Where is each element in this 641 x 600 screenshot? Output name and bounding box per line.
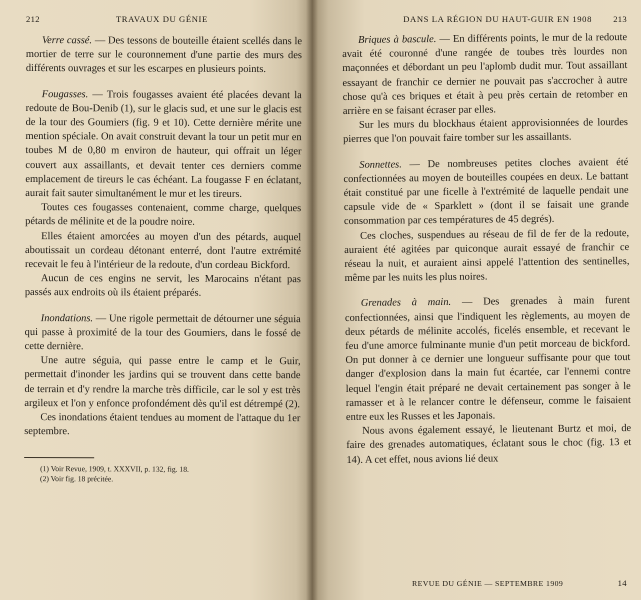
left-page-number: 212 [26,14,40,24]
signature-mark: 14 [617,578,627,588]
right-page-body [342,31,632,468]
paragraph: Sur les murs du blockhaus étaient approvisionnées de lourdes pierres que l'on pouvait faire tomber sur les assaillants. [343,117,629,146]
right-page-footer [342,578,627,588]
paragraph-grenades: Grenades à main. — Des grenades à main furent confectionnées, ainsi que l'indiquent les règlements, au moyen de deux pétards de mélinite accolés, ficelés ensemble, et recevant le feu d'une amorce fulminante munie d'un petit morceau de bickford. On put donner à ce dernier une longueur suffisante pour que tout danger d'explosion dans la main fut écartée, car l'ennemi contre lequel l'engin était préparé ne devait certainement pas songer à le ramasser et à le relancer contre le défenseur, comme le faisaient entre eux les Russes et les Japonais. [344,295,631,424]
paragraph-inondations: Inondations. — Une rigole permettait de détourner une séguia qui passe à proximité de la tour des Goumiers, dans le fossé de cette dernière. [24,312,301,353]
paragraph: Nous avons également essayé, le lieutenant Burtz et moi, de faire des grenades automatiques, éclatant sous le choc (fig. 13 et 14). A cet effet, nous avions lié deux [346,423,632,466]
right-page [312,0,641,600]
paragraph: Toutes ces fougasses contenaient, comme charge, quelques pétards de mélinite et de la poudre noire. [25,202,302,229]
book-gutter-shadow [306,0,318,600]
left-running-head: TRAVAUX DU GÉNIE [115,14,208,24]
journal-signature-line: REVUE DU GÉNIE — SEPTEMBRE 1909 [412,579,564,588]
paragraph: Ces inondations étaient tendues au moment de l'attaque du 1er septembre. [24,412,301,438]
paragraph: Ces cloches, suspendues au réseau de fil de fer de la redoute, auraient été agitées par quiconque aurait essayé de franchir ce réseau la nuit, et auraient ainsi appelé l'attention des sentinelles, même par les nuits les plus noires. [344,227,630,285]
section-heading: Sonnettes. [359,159,402,171]
section-heading: Inondations. [40,312,94,324]
paragraph-briques: Briques à bascule. — En différents points, le mur de la redoute avait été couronné d'une rangée de toubes très lourdes non maçonnées et débordant un peu l'aplomb dudit mur. Tout assaillant essayant de franchir ce dernier ne pouvait pas s'accrocher à autre chose qu'à ces briques et était à peu près certain de retomber en arrière en se faisant écraser par elles. [342,32,628,118]
footnote: (1) Voir Revue, 1909, t. XXXVII, p. 132, fig. 18. [40,464,189,475]
right-page-number: 213 [613,14,627,24]
section-heading: Fougasses. [41,88,89,100]
paragraph-fougasses: Fougasses. — Trois fougasses avaient été placées devant la redoute de Bou-Denib (1), sur le glacis sud, et une sur le glacis est de la tour des Goumiers (fig. 9 et 10). Cette dernière mérite une mention spéciale. On avait construit devant la tour un petit mur en toubes M de 0,80 m environ de hauteur, qui offrait un léger couvert aux assaillants, et devait tenter ces derniers comme emplacement de tireurs le cas échéant. La fougasse F en éclatant, aurait fait sauter simultanément le mur et les tireurs. [25,88,302,200]
right-running-head: DANS LA RÉGION DU HAUT-GUIR EN 1908 [403,14,592,24]
paragraph-verre-casse: Verre cassé. — Des tessons de bouteille étaient scellés dans le mortier de terre sur le couronnement d'une partie des murs des différents ouvrages et sur les escarpes en plusieurs points. [25,35,303,76]
left-page [0,0,312,600]
paragraph-sonnettes: Sonnettes. — De nombreuses petites cloches avaient été confectionnées au moyen de bouteilles coupées en deux. Le battant était constitué par une ficelle à l'extrémité de laquelle pendait une capsule vide de « Sparklett » (dont il se faisait une grande consommation par ces températures de 45 degrés). [343,156,629,228]
left-page-header [26,14,302,24]
section-heading: Verre cassé. [41,35,93,47]
section-heading: Briques à bascule. [358,34,437,46]
footnote: (2) Voir fig. 18 précitée. [40,474,114,484]
paragraph: Aucun de ces engins ne servit, les Marocains n'étant pas passés aux endroits où ils étaient préparés. [24,273,301,300]
footnote-divider [24,457,94,458]
paragraph: Elles étaient amorcées au moyen d'un des pétards, auquel aboutissait un cordeau détonant enterré, dont l'autre extrémité recevait le feu à l'intérieur de la redoute, d'un cordeau Bickford. [24,230,302,272]
left-page-body [24,34,302,486]
right-page-header [342,14,627,24]
paragraph: Une autre séguia, qui passe entre le camp et le Guir, permettait d'inonder les jardins qui se trouvent dans cette bande de terrain et d'y rendre la marche très difficile, car le sol y est très argileux et l'on y enfonce profondément dès qu'il est détrempé (2). [24,355,301,411]
section-heading: Grenades à main. [360,297,452,310]
